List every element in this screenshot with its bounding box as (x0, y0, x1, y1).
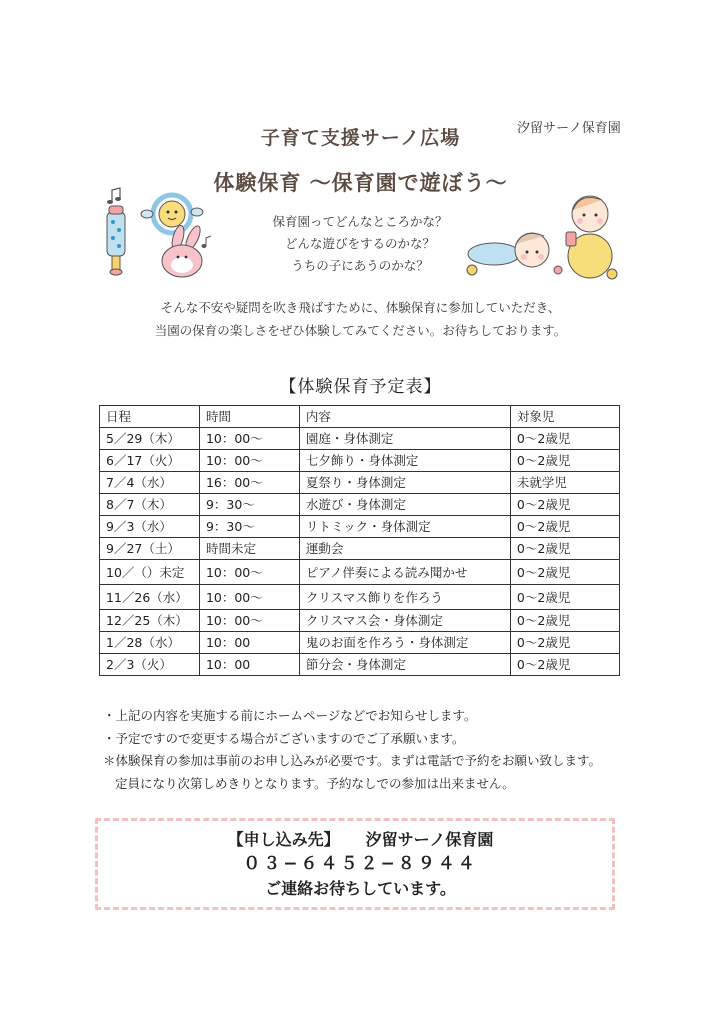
cell-date: 11／26（水） (100, 585, 200, 610)
table-row (100, 450, 620, 472)
cell-content: 水遊び・身体測定 (299, 494, 510, 516)
cell-time: 時間未定 (199, 538, 299, 560)
column-header-date: 日程 (100, 406, 200, 428)
cell-target: 0～2歳児 (510, 654, 619, 676)
cell-target: 0～2歳児 (510, 516, 619, 538)
table-row (100, 585, 620, 610)
note-line: ・上記の内容を実施する前にホームページなどでお知らせします。 (103, 708, 477, 723)
cell-target: 0～2歳児 (510, 538, 619, 560)
intro-line: そんな不安や疑問を吹き飛ばすために、体験保育に参加していただき、 (160, 300, 561, 315)
cell-date: 1／28（水） (100, 632, 200, 654)
intro-questions (240, 211, 480, 277)
contact-line (0, 827, 721, 852)
cell-content: 節分会・身体測定 (299, 654, 510, 676)
table-row (100, 472, 620, 494)
table-row (100, 516, 620, 538)
cell-date: 9／27（土） (100, 538, 200, 560)
table-row (100, 560, 620, 585)
table-row (100, 428, 620, 450)
cell-target: 0～2歳児 (510, 428, 619, 450)
question-line: 保育園ってどんなところかな？ (272, 214, 448, 229)
contact-message: ご連絡お待ちしています。 (265, 879, 456, 898)
cell-date: 9／3（水） (100, 516, 200, 538)
cell-content: 夏祭り・身体測定 (299, 472, 510, 494)
note-line: 定員になり次第しめきりとなります。予約なしでの参加は出来ません。 (115, 775, 515, 791)
crawling-baby-icon (467, 233, 549, 275)
table-row (100, 654, 620, 676)
schedule-table (99, 405, 620, 676)
nursery-brand: 汐留サーノ保育園 (517, 121, 621, 136)
cell-content: 七夕飾り・身体測定 (299, 450, 510, 472)
intro-text (0, 296, 721, 342)
note-line: ・予定ですので変更する場合がございますのでご了承願います。 (103, 730, 465, 746)
cell-target: 0～2歳児 (510, 610, 619, 632)
cell-time: 16：00～ (199, 472, 299, 494)
cell-time: 9：30～ (199, 516, 299, 538)
cell-time: 9：30～ (199, 494, 299, 516)
cell-content: 園庭・身体測定 (299, 428, 510, 450)
cell-date: 2／3（火） (100, 654, 200, 676)
cell-target: 0～2歳児 (510, 585, 619, 610)
cell-target: 0～2歳児 (510, 450, 619, 472)
note-line: ＊体験保育の参加は事前のお申し込みが必要です。まずは電話で予約をお願い致します。 (103, 753, 602, 768)
cell-target: 0～2歳児 (510, 560, 619, 585)
page-subtitle: 体験保育 ～保育園で遊ぼう～ (213, 171, 508, 195)
table-row (100, 494, 620, 516)
cell-date: 5／29（木） (100, 428, 200, 450)
cell-date: 10／（）未定 (100, 560, 200, 585)
question-line: どんな遊びをするのかな？ (284, 236, 435, 251)
cell-content: リトミック・身体測定 (299, 516, 510, 538)
cell-target: 0～2歳児 (510, 494, 619, 516)
cell-content: 運動会 (299, 538, 510, 560)
column-header-content: 内容 (299, 406, 510, 428)
cell-time: 10：00～ (199, 585, 299, 610)
column-header-target: 対象児 (510, 406, 619, 428)
cell-time: 10：00～ (199, 610, 299, 632)
cell-content: クリスマス飾りを作ろう (299, 585, 510, 610)
ring-toy-icon (141, 195, 203, 233)
music-note-icon (107, 188, 121, 204)
page-title: 子育て支援サーノ広場 (260, 127, 461, 149)
contact-name: 汐留サーノ保育園 (365, 830, 494, 849)
cell-time: 10：00 (199, 632, 299, 654)
cell-date: 12／25（木） (100, 610, 200, 632)
cell-time: 10：00～ (199, 450, 299, 472)
cell-content: ピアノ伴奏による読み聞かせ (299, 560, 510, 585)
cell-date: 6／17（火） (100, 450, 200, 472)
cell-content: クリスマス会・身体測定 (299, 610, 510, 632)
intro-line: 当園の保育の楽しさをぜひ体験してみてください。お待ちしております。 (154, 323, 567, 338)
contact-label: 【申し込み先】 (227, 830, 340, 849)
cell-time: 10：00 (199, 654, 299, 676)
cell-time: 10：00～ (199, 428, 299, 450)
cell-content: 鬼のお面を作ろう・身体測定 (299, 632, 510, 654)
question-line: うちの子にあうのかな？ (291, 258, 429, 273)
baby-toys-illustration (98, 186, 218, 286)
cell-date: 7／4（水） (100, 472, 200, 494)
column-header-time: 時間 (199, 406, 299, 428)
cell-target: 0～2歳児 (510, 632, 619, 654)
sitting-baby-icon (554, 196, 617, 279)
babies-illustration (462, 190, 622, 286)
cell-target: 未就学児 (510, 472, 619, 494)
contact-info (0, 827, 721, 901)
rattle-icon (107, 206, 125, 275)
table-header-row (100, 406, 620, 428)
table-row (100, 538, 620, 560)
contact-phone[interactable]: ０３−６４５２−８９４４ (243, 854, 478, 874)
cell-date: 8／7（木） (100, 494, 200, 516)
table-row (100, 610, 620, 632)
table-row (100, 632, 620, 654)
schedule-title: 【体験保育予定表】 (279, 377, 442, 397)
cell-time: 10：00～ (199, 560, 299, 585)
notes (103, 705, 601, 795)
